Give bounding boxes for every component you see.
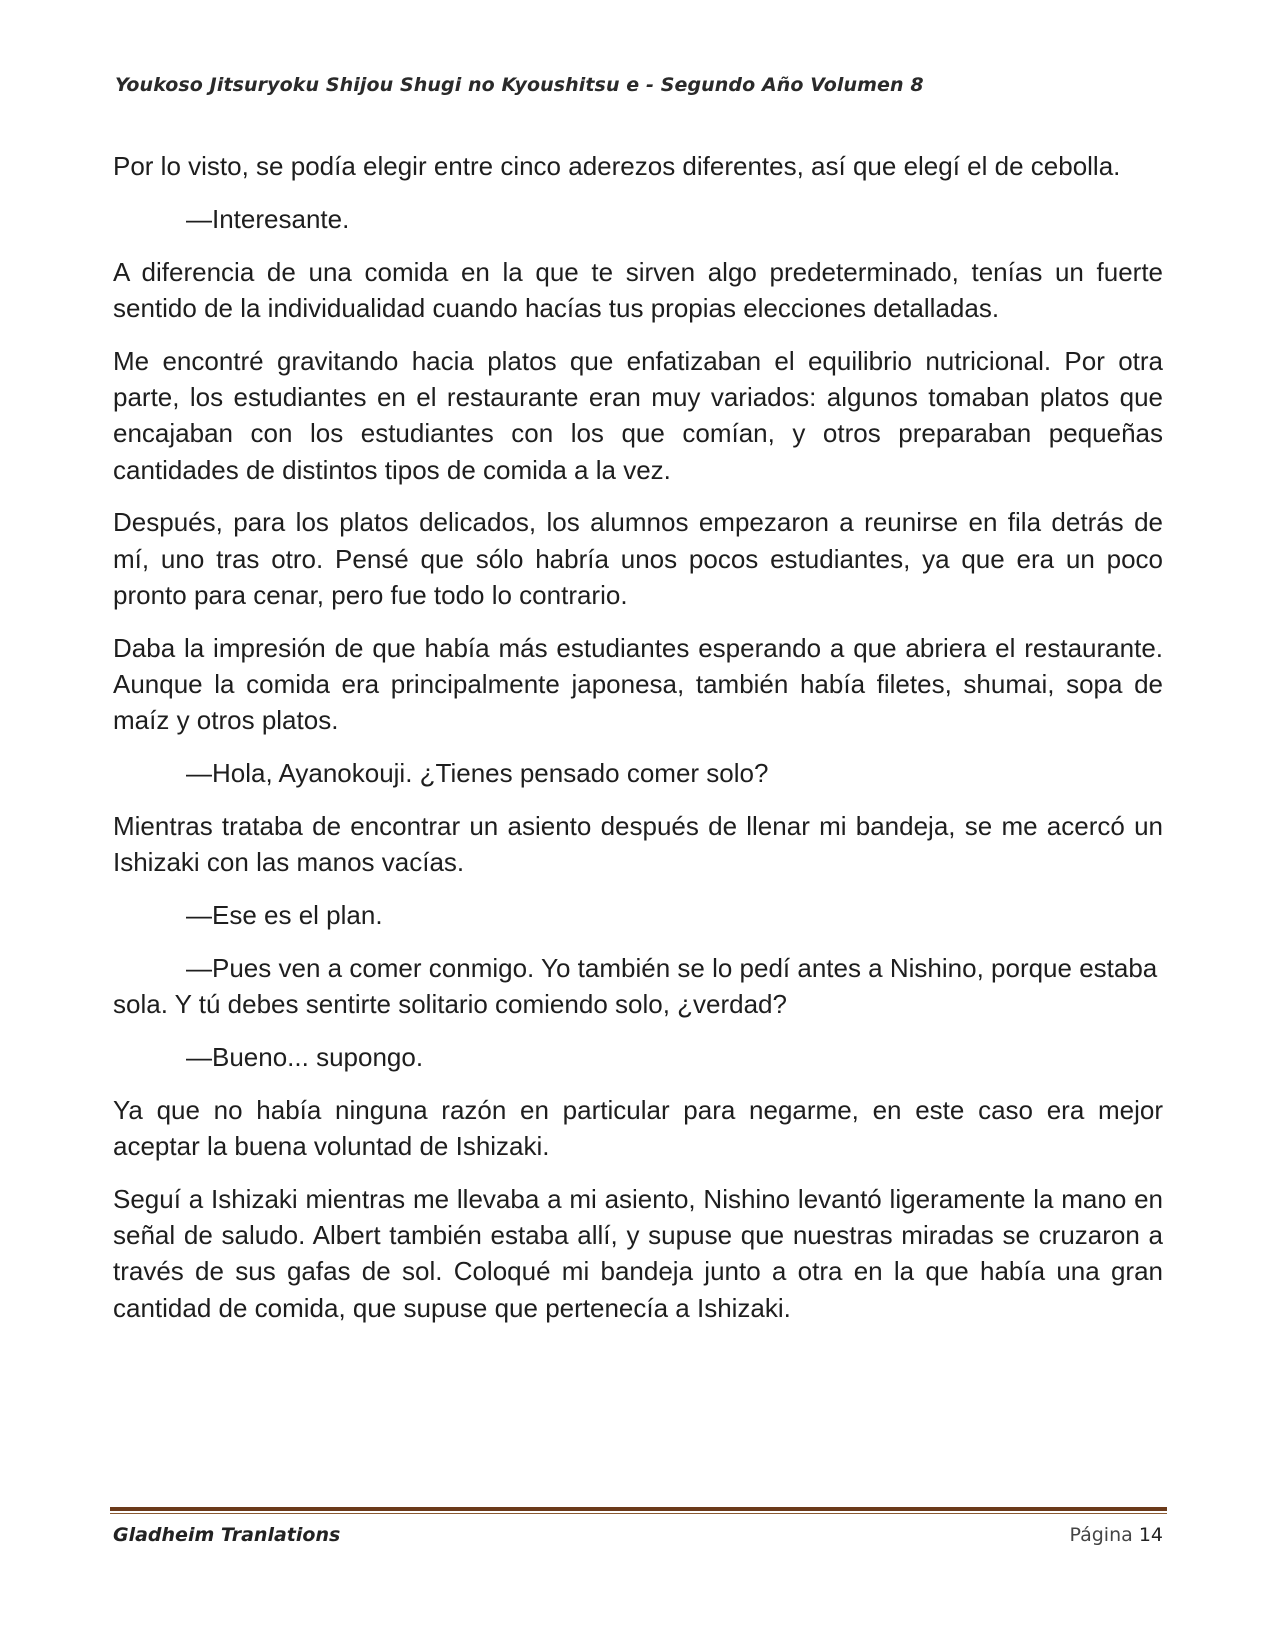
page-header-title: Youkoso Jitsuryoku Shijou Shugi no Kyoushitsu e - Segundo Año Volumen 8	[115, 74, 924, 96]
footer-credit: Gladheim Tranlations	[113, 1524, 341, 1546]
dialogue-line: —Interesante.	[186, 203, 350, 234]
paragraph: Me encontré gravitando hacia platos que enfatizaban el equilibrio nutricional. Por otra parte, los estudiantes en el restaurante eran muy variados: algunos tomaban platos que encajaban con los estudiantes con los que comían, y otros preparaban pequeñas cantidades de distintos tipos de comida a la vez.	[113, 345, 1163, 485]
paragraph: Por lo visto, se podía elegir entre cinco aderezos diferentes, así que elegí el de cebolla.	[113, 151, 1121, 181]
dialogue-paragraph: —Pues ven a comer conmigo. Yo también se lo pedí antes a Nishino, porque estaba sola. Y tú debes sentirte solitario comiendo solo, ¿verdad?	[113, 952, 1158, 1020]
dialogue-line: —Hola, Ayanokouji. ¿Tienes pensado comer solo?	[186, 758, 769, 789]
paragraph: Después, para los platos delicados, los alumnos empezaron a reunirse en fila detrás de mí, uno tras otro. Pensé que sólo habría unos pocos estudiantes, ya que era un poco pronto para cenar, pero fue todo lo contrario.	[113, 507, 1163, 610]
paragraph: Seguí a Ishizaki mientras me llevaba a mi asiento, Nishino levantó ligeramente la mano en señal de saludo. Albert también estaba allí, y supuse que nuestras miradas se cruzaron a través de sus gafas de sol. Coloqué mi bandeja junto a otra en la que había una gran cantidad de comida, que supuse que pertenecía a Ishizaki.	[113, 1183, 1163, 1323]
dialogue-line: —Ese es el plan.	[186, 900, 383, 931]
footer-divider-thin	[110, 1513, 1167, 1514]
document-body	[113, 148, 1163, 1343]
dialogue-line: —Bueno... supongo.	[186, 1041, 424, 1072]
page-label: Página	[1069, 1524, 1133, 1546]
footer-divider-thick	[110, 1507, 1167, 1511]
paragraph: Mientras trataba de encontrar un asiento después de llenar mi bandeja, se me acercó un Ishizaki con las manos vacías.	[113, 810, 1163, 878]
page-indicator	[1069, 1524, 1163, 1546]
paragraph: A diferencia de una comida en la que te sirven algo predeterminado, tenías un fuerte sentido de la individualidad cuando hacías tus propias elecciones detalladas.	[113, 256, 1163, 323]
paragraph: Ya que no había ninguna razón en particular para negarme, en este caso era mejor aceptar la buena voluntad de Ishizaki.	[113, 1094, 1163, 1162]
paragraph: Daba la impresión de que había más estudiantes esperando a que abriera el restaurante. Aunque la comida era principalmente japonesa, también había filetes, shumai, sopa de maíz y otros platos.	[113, 632, 1163, 736]
page-number: 14	[1138, 1524, 1163, 1546]
